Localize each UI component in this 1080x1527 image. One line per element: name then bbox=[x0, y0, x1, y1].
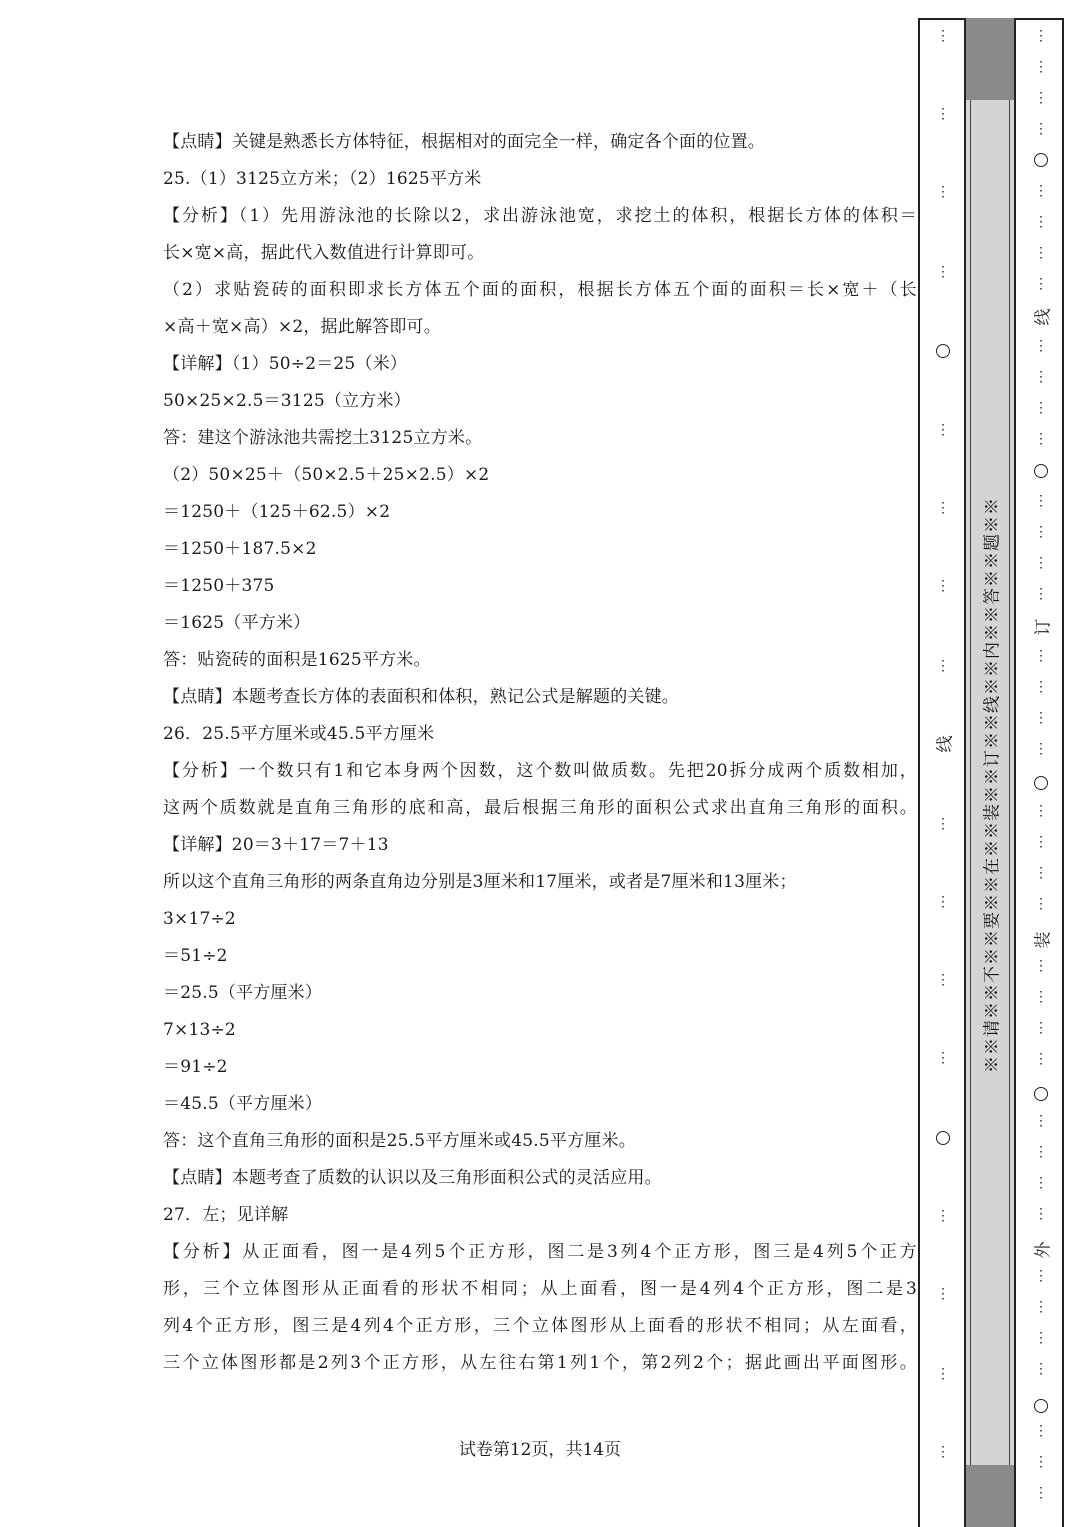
text-line: 三个立体图形都是2列3个正方形，从左往右第1列1个，第2列2个；据此画出平面图形。 bbox=[163, 1353, 917, 1373]
dots-icon: ⋮ bbox=[936, 1444, 950, 1460]
dots-icon: ⋮ bbox=[1034, 524, 1048, 540]
binding-cap-bottom bbox=[966, 1465, 1014, 1527]
dots-icon: ⋮ bbox=[936, 1050, 950, 1066]
dots-icon: ⋮ bbox=[1034, 1051, 1048, 1067]
dots-icon: ⋮ bbox=[1034, 1361, 1048, 1377]
text-line: ＝1250＋（125＋62.5）×2 bbox=[163, 502, 391, 522]
text-line: 【分析】从正面看，图一是4列5个正方形，图二是3列4个正方形，图三是4列5个正方 bbox=[163, 1242, 917, 1262]
dots-icon: ⋮ bbox=[1034, 214, 1048, 230]
binding-cap-top bbox=[966, 18, 1014, 100]
dots-icon: ⋮ bbox=[936, 422, 950, 438]
text-line: 26．25.5平方厘米或45.5平方厘米 bbox=[163, 724, 435, 744]
binding-inner-border bbox=[918, 18, 920, 1527]
dots-icon: ⋮ bbox=[1034, 183, 1048, 199]
dots-icon: ⋮ bbox=[1034, 28, 1048, 44]
dots-icon: ⋮ bbox=[1034, 1175, 1048, 1191]
text-line: ＝25.5（平方厘米） bbox=[163, 983, 323, 1003]
binding-outer-border bbox=[1062, 18, 1064, 1527]
text-line: 25.（1）3125立方米；（2）1625平方米 bbox=[163, 169, 482, 189]
dots-icon: ⋮ bbox=[1034, 648, 1048, 664]
dots-icon: ⋮ bbox=[1034, 245, 1048, 261]
text-line: 【分析】一个数只有1和它本身两个因数，这个数叫做质数。先把20拆分成两个质数相加， bbox=[163, 761, 917, 781]
outer-ding-label: 订 bbox=[1033, 618, 1054, 636]
dots-icon: ⋮ bbox=[1034, 679, 1048, 695]
text-line: 27．左；见详解 bbox=[163, 1205, 289, 1225]
text-line: （2）50×25＋（50×2.5＋25×2.5）×2 bbox=[163, 465, 490, 485]
text-line: 【详解】（1）50÷2＝25（米） bbox=[163, 354, 408, 374]
text-line: ＝1625（平方米） bbox=[163, 613, 311, 633]
text-line: 形，三个立体图形从正面看的形状不相同；从上面看，图一是4列4个正方形，图二是3 bbox=[163, 1279, 917, 1299]
outer-zhuang-label: 装 bbox=[1033, 931, 1054, 949]
circle-icon bbox=[936, 1131, 950, 1145]
text-line: ＝45.5（平方厘米） bbox=[163, 1094, 323, 1114]
text-line: 【点睛】本题考查长方体的表面积和体积，熟记公式是解题的关键。 bbox=[163, 687, 679, 707]
dots-icon: ⋮ bbox=[1034, 431, 1048, 447]
dots-icon: ⋮ bbox=[1034, 1206, 1048, 1222]
dots-icon: ⋮ bbox=[1034, 90, 1048, 106]
text-line: 7×13÷2 bbox=[163, 1020, 236, 1040]
text-line: 【点睛】本题考查了质数的认识以及三角形面积公式的灵活应用。 bbox=[163, 1168, 662, 1188]
text-line: ＝51÷2 bbox=[163, 946, 228, 966]
dots-icon: ⋮ bbox=[1034, 1113, 1048, 1129]
outer-xian-label: 线 bbox=[1033, 308, 1054, 326]
text-line: （2）求贴瓷砖的面积即求长方体五个面的面积，根据长方体五个面的面积＝长×宽＋（长 bbox=[163, 280, 917, 300]
text-line: ＝1250＋187.5×2 bbox=[163, 539, 317, 559]
dots-icon: ⋮ bbox=[1034, 493, 1048, 509]
binding-inner-rule bbox=[1009, 100, 1010, 1465]
dots-icon: ⋮ bbox=[1034, 369, 1048, 385]
dots-icon: ⋮ bbox=[1034, 338, 1048, 354]
dots-icon: ⋮ bbox=[1034, 1020, 1048, 1036]
dots-icon: ⋮ bbox=[1034, 555, 1048, 571]
dots-icon: ⋮ bbox=[936, 816, 950, 832]
dots-icon: ⋮ bbox=[1034, 803, 1048, 819]
dots-icon: ⋮ bbox=[1034, 59, 1048, 75]
text-line: 所以这个直角三角形的两条直角边分别是3厘米和17厘米，或者是7厘米和13厘米； bbox=[163, 872, 797, 892]
circle-icon bbox=[1034, 464, 1048, 478]
dots-icon: ⋮ bbox=[1034, 958, 1048, 974]
circle-icon bbox=[1034, 776, 1048, 790]
text-line: 答：建这个游泳池共需挖土3125立方米。 bbox=[163, 428, 483, 448]
text-line: 【分析】（1）先用游泳池的长除以2，求出游泳池宽，求挖土的体积，根据长方体的体积＝ bbox=[163, 206, 917, 226]
dots-icon: ⋮ bbox=[936, 1366, 950, 1382]
text-line: 【详解】20＝3＋17＝7＋13 bbox=[163, 835, 389, 855]
text-line: 50×25×2.5＝3125（立方米） bbox=[163, 391, 411, 411]
dots-icon: ⋮ bbox=[1034, 834, 1048, 850]
text-line: ×高＋宽×高）×2，据此解答即可。 bbox=[163, 317, 441, 337]
circle-icon bbox=[1034, 1399, 1048, 1413]
dots-icon: ⋮ bbox=[1034, 1485, 1048, 1501]
circle-icon bbox=[1034, 153, 1048, 167]
dots-icon: ⋮ bbox=[1034, 586, 1048, 602]
dots-icon: ⋮ bbox=[936, 972, 950, 988]
dots-icon: ⋮ bbox=[936, 658, 950, 674]
dots-icon: ⋮ bbox=[1034, 400, 1048, 416]
dots-icon: ⋮ bbox=[1034, 1330, 1048, 1346]
text-line: 列4个正方形，图三是4列4个正方形，三个立体图形从上面看的形状不相同；从左面看， bbox=[163, 1316, 917, 1336]
dots-icon: ⋮ bbox=[936, 1286, 950, 1302]
dots-icon: ⋮ bbox=[936, 500, 950, 516]
dots-icon: ⋮ bbox=[1034, 741, 1048, 757]
inner-xian-label: 线 bbox=[935, 735, 956, 753]
text-line: 【点睛】关键是熟悉长方体特征，根据相对的面完全一样，确定各个面的位置。 bbox=[163, 132, 765, 152]
binding-notice: ※※请※※不※※要※※在※※装※※订※※线※※内※※答※※题※※ bbox=[982, 497, 1003, 1073]
dots-icon: ⋮ bbox=[1034, 865, 1048, 881]
text-line: 答：这个直角三角形的面积是25.5平方厘米或45.5平方厘米。 bbox=[163, 1131, 636, 1151]
answer-content bbox=[163, 124, 917, 1382]
text-line: 3×17÷2 bbox=[163, 909, 236, 929]
text-line: ＝1250＋375 bbox=[163, 576, 275, 596]
text-line: 这两个质数就是直角三角形的底和高，最后根据三角形的面积公式求出直角三角形的面积。 bbox=[163, 798, 917, 818]
dots-icon: ⋮ bbox=[1034, 710, 1048, 726]
dots-icon: ⋮ bbox=[1034, 276, 1048, 292]
dots-icon: ⋮ bbox=[936, 28, 950, 44]
dots-icon: ⋮ bbox=[936, 184, 950, 200]
dots-icon: ⋮ bbox=[1034, 121, 1048, 137]
text-line: 长×宽×高，据此代入数值进行计算即可。 bbox=[163, 243, 485, 263]
page-footer: 试卷第12页，共14页 bbox=[458, 1440, 622, 1460]
dots-icon: ⋮ bbox=[936, 1208, 950, 1224]
dots-icon: ⋮ bbox=[1034, 1144, 1048, 1160]
dots-icon: ⋮ bbox=[1034, 1423, 1048, 1439]
text-line: 答：贴瓷砖的面积是1625平方米。 bbox=[163, 650, 431, 670]
dots-icon: ⋮ bbox=[1034, 1299, 1048, 1315]
text-line: ＝91÷2 bbox=[163, 1057, 228, 1077]
dots-icon: ⋮ bbox=[936, 894, 950, 910]
circle-icon bbox=[936, 344, 950, 358]
circle-icon bbox=[1034, 1087, 1048, 1101]
dots-icon: ⋮ bbox=[936, 106, 950, 122]
dots-icon: ⋮ bbox=[1034, 1268, 1048, 1284]
binding-inner-rule bbox=[970, 100, 971, 1465]
dots-icon: ⋮ bbox=[1034, 896, 1048, 912]
dots-icon: ⋮ bbox=[936, 264, 950, 280]
outer-wai-label: 外 bbox=[1033, 1241, 1054, 1259]
dots-icon: ⋮ bbox=[1034, 989, 1048, 1005]
dots-icon: ⋮ bbox=[1034, 1454, 1048, 1470]
dots-icon: ⋮ bbox=[936, 578, 950, 594]
